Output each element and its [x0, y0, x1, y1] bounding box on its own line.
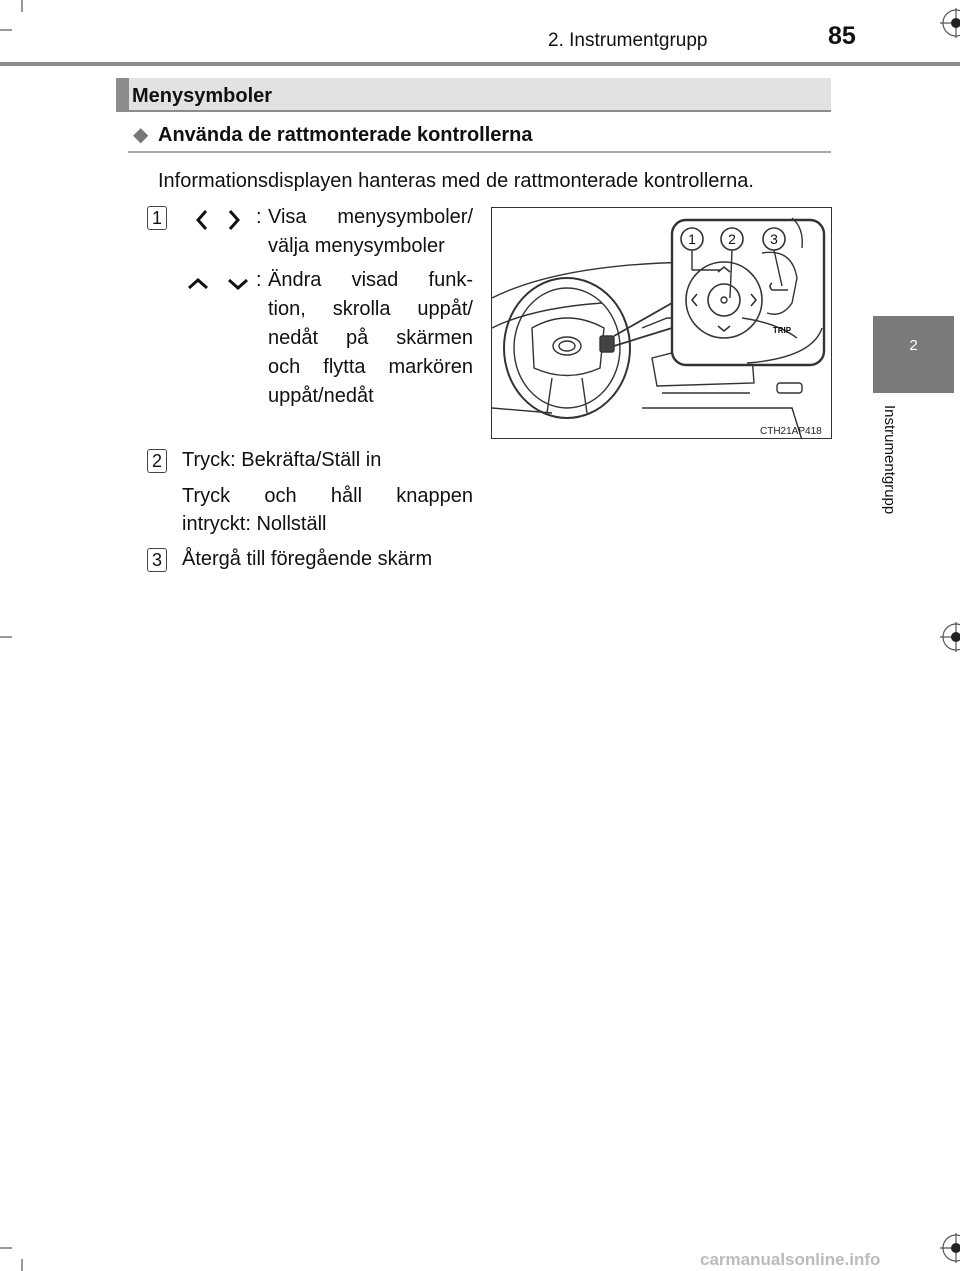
item-1b-line-4: och flytta markören [268, 356, 473, 378]
item-1b-line-1: Ändra visad funk- [268, 269, 473, 291]
item-1-line-2: välja menysymboler [268, 235, 445, 257]
chevron-up-down-icons [183, 272, 253, 296]
item-number-3: 3 [147, 548, 167, 572]
item-1b-separator: : [256, 269, 262, 291]
item-number-2: 2 [147, 449, 167, 473]
chevron-right-icon [230, 211, 238, 229]
intro-paragraph: Informationsdisplayen hanteras med de rattmonterade kontrollerna. [158, 170, 754, 192]
item-1b-line-5: uppåt/nedåt [268, 385, 374, 407]
item-2b-line-1: Tryck och håll knappen [182, 485, 473, 507]
subsection-rule [128, 151, 831, 153]
chevron-left-icon [198, 211, 206, 229]
subsection-title: Använda de rattmonterade kontrollerna [158, 124, 533, 146]
item-1b-line-2: tion, skrolla uppåt/ [268, 298, 473, 320]
item-1b-line-3: nedåt på skärmen [268, 327, 473, 349]
chevron-down-icon [229, 280, 247, 288]
chapter-side-label: Instrumentgrupp [881, 405, 898, 515]
chapter-tab-number: 2 [909, 337, 918, 354]
item-2b-line-2: intryckt: Nollställ [182, 513, 327, 535]
dashboard-drawing [492, 208, 832, 439]
item-3-text: Återgå till föregående skärm [182, 548, 433, 570]
steering-controls-illustration [491, 207, 832, 439]
chapter-title: 2. Instrumentgrupp [548, 30, 708, 51]
callout-1: 1 [688, 231, 696, 247]
item-1-line-1: Visa menysymboler/ [268, 206, 473, 228]
watermark: carmanualsonline.info [700, 1250, 881, 1269]
callout-3: 3 [770, 231, 778, 247]
chapter-tab[interactable] [873, 316, 954, 393]
illustration-code: CTH21AP418 [760, 426, 822, 437]
trip-label: TRIP [772, 326, 792, 335]
item-1-separator: : [256, 206, 262, 228]
chevron-up-icon [189, 280, 207, 288]
section-title: Menysymboler [132, 85, 273, 107]
chevron-left-right-icons [190, 207, 250, 233]
item-2-text: Tryck: Bekräfta/Ställ in [182, 449, 382, 471]
diamond-bullet-icon: ◆ [133, 124, 149, 146]
callout-2: 2 [728, 231, 736, 247]
item-number-1: 1 [147, 206, 167, 230]
page-number: 85 [828, 22, 856, 50]
